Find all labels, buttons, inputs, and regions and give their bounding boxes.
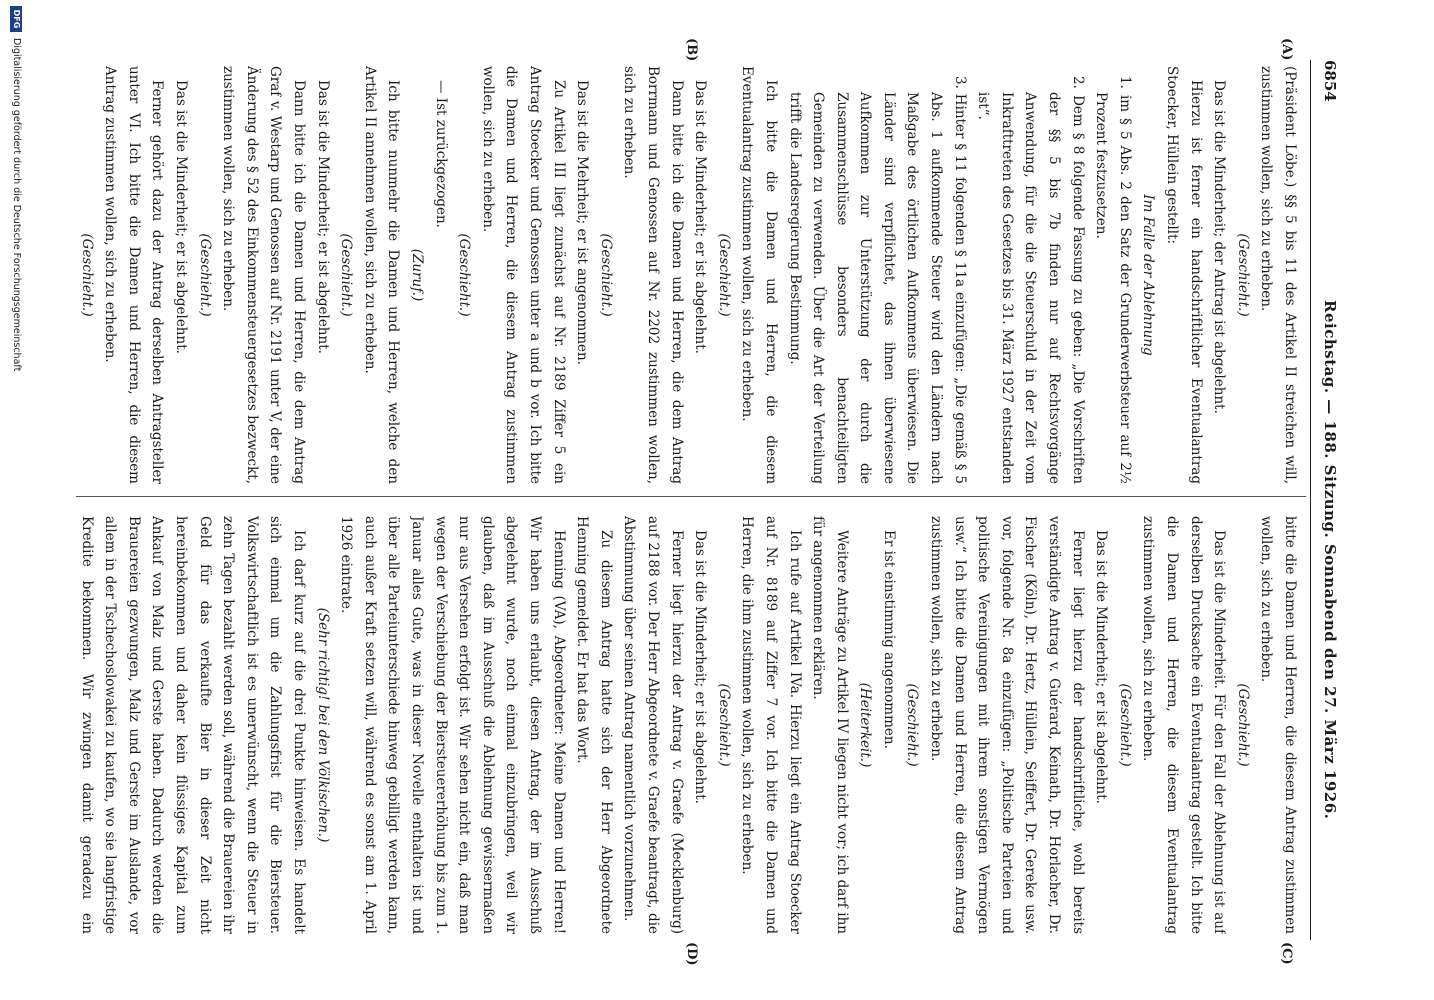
stage-direction: (Geschieht.)	[904, 683, 921, 767]
margin-letter-c: (C)	[1279, 942, 1294, 965]
paragraph: Das ist die Minderheit; er ist abgelehnt.	[692, 80, 709, 354]
left-column	[76, 66, 1301, 484]
paragraph: — Ist zurückgezogen.	[432, 80, 449, 228]
paragraph: (Präsident Löbe.) §§ 5 bis 11 des Artikel II streichen will, zustimmen wollen, sich zu erheben.	[1258, 66, 1298, 484]
paragraph: Ferner liegt hierzu der handschriftliche, wohl bereits verständigte Antrag v. Guérard, Keinath, Dr. Horlacher, Dr. Fischer (Köln), Dr. Hertz, Hüllein, Seiffert, Dr. Gereke usw. vor, folgende Nr. 8a einzufügen: „Politische Parteien und politische Vereinigungen mit ihrem sonstigen Vermögen usw.“ Ich bitte die Damen und Herren, die diesem Antrag zustimmen wollen, sich zu erheben.	[928, 516, 1086, 934]
stage-direction: (Geschieht.)	[715, 683, 732, 767]
stage-direction: (Geschieht.)	[196, 233, 213, 317]
paragraph: Im Falle der Ablehnung	[1140, 194, 1157, 356]
list-item: 1. im § 5 Abs. 2 den Satz der Grunderwerbsteuer auf 2½ Prozent festzusetzen.	[1093, 76, 1133, 484]
digitization-footer	[4, 0, 24, 1000]
stage-direction: (Geschieht.)	[338, 233, 355, 317]
paragraph: Ich bitte die Damen und Herren, die diesem Eventualantrag zustimmen wollen, sich zu erheben.	[739, 66, 779, 484]
stage-direction: (Geschieht.)	[1234, 233, 1251, 317]
stage-direction: (Zuruf.)	[409, 248, 426, 302]
paragraph: Dann bitte ich die Damen und Herren, die dem Antrag Borrmann und Genossen auf Nr. 2202 zustimmen wollen, sich zu erheben.	[621, 66, 685, 484]
paragraph: Weitere Anträge zu Artikel IV liegen nicht vor; ich darf ihn für angenommen erklären.	[810, 516, 850, 934]
paragraph: Das ist die Minderheit; der Antrag ist abgelehnt.	[1211, 80, 1228, 414]
speech-paragraph: Henning (VA), Abgeordneter: Meine Damen und Herren! Wir haben uns erlaubt, diesen Antrag, der im Ausschuß abgelehnt wurde, noch einmal einzubringen, weil wir glauben, daß im Ausschuß die Ablehnung gewissermaßen nur aus Versehen erfolgt ist. Wir sehen nicht ein, daß man wegen der Verschiebung der Biersteuererhöhung bis zum 1. Januar alles Gute, was in dieser Novelle enthalten ist und über alle Parteiunterschiede hinweg gebilligt werden kann, auch außer Kraft setzen will, während es sonst am 1. April 1926 eintrate.	[338, 516, 567, 934]
paragraph: Zu diesem Antrag hatte sich der Herr Abgeordnete Henning gemeldet. Er hat das Wort.	[574, 516, 614, 934]
stage-direction: (Geschieht.)	[1116, 683, 1133, 767]
stage-direction: (Heiterkeit.)	[857, 682, 874, 768]
paragraph: Ich rufe auf Artikel IVa. Hierzu liegt ein Antrag Stoecker auf Nr. 8189 auf Ziffer 7 vor. Ich bitte die Damen und Herren, die ihm zustimmen wollen, sich zu erheben.	[739, 516, 803, 934]
stage-direction: (Geschieht.)	[715, 233, 732, 317]
header-title: Reichstag. — 188. Sitzung. Sonnabend den 27. März 1926.	[1321, 300, 1339, 820]
paragraph: Ich darf kurz auf die drei Punkte hinweisen. Es handelt sich einmal um die Zahlungsfrist für die Biersteuer. Volkswirtschaftlich ist es unerwünscht, wenn die Steuer in zehn Tagen bezahlt werden soll, während die Brauereien ihr Geld für das verkaufte Bier in dieser Zeit nicht hereinbekommen und daher kein flüssiges Kapital zum Ankauf von Malz und Gerste haben. Dadurch werden die Brauereien gezwungen, Malz und Gerste im Auslande, vor allem in der Tschechoslowakei zu kaufen, wo sie langfristige Kredite bekommen. Wir zwingen damit geradezu ein	[78, 516, 308, 934]
paragraph: Das ist die Minderheit; er ist abgelehnt.	[692, 530, 709, 804]
paragraph: Ferner gehört dazu der Antrag derselben Antragsteller unter VI. Ich bitte die Damen und Herren, die diesem Antrag zustimmen wollen, sich zu erheben.	[102, 66, 166, 484]
margin-letter-a: (A)	[1279, 38, 1294, 61]
paragraph: Ich bitte nunmehr die Damen und Herren, welche den Artikel II annehmen wollen, sich zu erheben.	[361, 66, 402, 484]
page-number: 6854	[1321, 60, 1339, 102]
footer-text: Digitalisierung gefördert durch die Deutsche Forschungsgemeinschaft	[11, 38, 22, 372]
list-item: 2. Dem § 8 folgende Fassung zu geben: „Die Vorschriften der §§ 5 bis 7b finden nur auf Rechtsvorgänge Anwendung, für die die Steuerschuld in der Zeit vom Inkrafttreten des Gesetzes bis 31. März 1927 entstanden ist“.	[975, 76, 1086, 484]
paragraph: Zu Artikel III liegt zunächst auf Nr. 2189 Ziffer 5 ein Antrag Stoecker und Genossen unter a und b vor. Ich bitte die Damen und Herren, die diesem Antrag zustimmen wollen, sich zu erheben.	[479, 66, 567, 484]
header-rule	[1310, 60, 1311, 940]
paragraph: Hierzu ist ferner ein handschriftlicher Eventualantrag Stoecker, Hüllein gestellt:	[1164, 66, 1204, 484]
dfg-logo-icon: DFG	[10, 6, 22, 32]
list-item: 3. Hinter § 11 folgenden § 11a einzufügen: „Die gemäß § 5 Abs. 1 aufkommende Steuer wird den Ländern nach Maßgabe des örtlichen Aufkommens überwiesen. Die Länder sind verpflichtet, das ihnen überwiesene Aufkommen zur Unterstützung der durch die Zusammenschlüsse besonders benachteiligten Gemeinden zu verwenden. Über die Art der Verteilung trifft die Landesregierung Bestimmung.	[786, 76, 968, 484]
paragraph: Ferner liegt hierzu der Antrag v. Graefe (Mecklenburg) auf 2188 vor. Der Herr Abgeordnete v. Graefe beantragt, die Abstimmung über seinen Antrag namentlich vorzunehmen.	[621, 516, 685, 934]
stage-direction: (Sehr richtig! bei den Völkischen.)	[314, 607, 331, 843]
paragraph: Das ist die Minderheit; er ist abgelehnt.	[1093, 530, 1110, 804]
paragraph: Das ist die Minderheit; er ist abgelehnt.	[173, 80, 190, 354]
paragraph: bitte die Damen und Herren, die diesem Antrag zustimmen wollen, sich zu erheben.	[1258, 516, 1298, 934]
stage-direction: (Geschieht.)	[456, 233, 473, 317]
column-divider	[76, 496, 1306, 497]
right-column	[76, 516, 1301, 934]
stage-direction: (Geschieht.)	[78, 233, 95, 317]
margin-letter-d: (D)	[684, 942, 699, 966]
stage-direction: (Geschieht.)	[1234, 683, 1251, 767]
paragraph: Das ist die Minderheit. Für den Fall der Ablehnung ist auf derselben Drucksache ein Eventualantrag gestellt. Ich bitte die Damen und Herren, die diesem Eventualantrag zustimmen wollen, sich zu erheben.	[1140, 516, 1228, 934]
paragraph: Das ist die Minderheit; er ist abgelehnt.	[314, 80, 331, 354]
margin-letter-b: (B)	[684, 38, 699, 62]
paragraph: Das ist die Mehrheit; er ist angenommen.	[574, 80, 591, 365]
page-header	[1313, 60, 1339, 940]
paragraph: Er ist einstimmig angenommen.	[880, 530, 897, 749]
paragraph: Dann bitte ich die Damen und Herren, die dem Antrag Graf v. Westarp und Genossen auf Nr. 2191 unter V, der eine Änderung des § 52 des Einkommensteuergesetzes bezweckt, zustimmen wollen, sich zu erheben.	[220, 66, 308, 484]
stage-direction: (Geschieht.)	[597, 233, 614, 317]
